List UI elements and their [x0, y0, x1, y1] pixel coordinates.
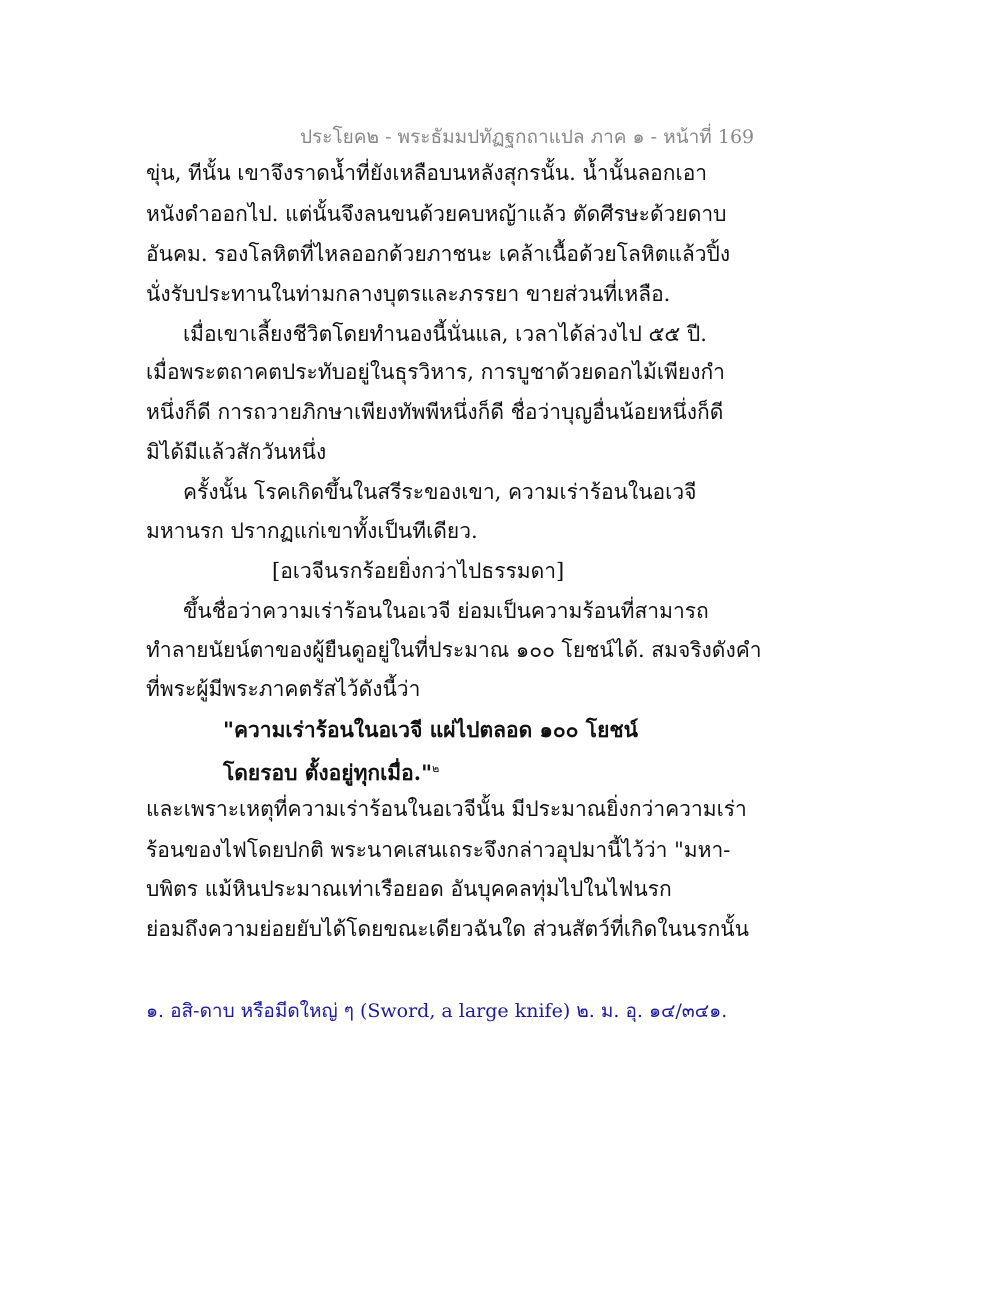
body-line-3: อันคม. รองโลหิตที่ไหลออกด้วยภาชนะ เคล้าเนื้อด้วยโลหิตแล้วปิ้ง — [146, 242, 731, 266]
body-line-18: ร้อนของไฟโดยปกติ พระนาคเสนเถระจึงกล่าวอุปมานี้ไว้ว่า "มหา- — [146, 838, 731, 862]
body-line-5: เมื่อเขาเลี้ยงชีวิตโดยทำนองนี้นั่นแล, เวลาได้ล่วงไป ๕๕ ปี. — [183, 322, 707, 346]
body-line-14: ที่พระผู้มีพระภาคตรัสไว้ดังนี้ว่า — [146, 677, 421, 701]
footnote-marker: ๒ — [432, 762, 440, 775]
body-line-1: ขุ่น, ทีนั้น เขาจึงราดน้ำที่ยังเหลือบนหลังสุกรนั้น. น้ำนั้นลอกเอา — [146, 161, 708, 185]
body-line-12: ขึ้นชื่อว่าความเร่าร้อนในอเวจี ย่อมเป็นความร้อนที่สามารถ — [183, 599, 709, 623]
quote-line-2 — [223, 755, 439, 787]
body-line-2: หนังดำออกไป. แต่นั้นจึงลนขนด้วยคบหญ้าแล้ว ตัดศีรษะด้วยดาบ — [146, 202, 727, 226]
body-line-20: ย่อมถึงความย่อยยับได้โดยขณะเดียวฉันใด ส่วนสัตว์ที่เกิดในนรกนั้น — [146, 917, 749, 941]
body-line-17: และเพราะเหตุที่ความเร่าร้อนในอเวจีนั้น มีประมาณยิ่งกว่าความเร่า — [146, 797, 747, 821]
body-line-8: มิได้มีแล้วสักวันหนึ่ง — [146, 440, 327, 464]
quote-line-2-text: โดยรอบ ตั้งอยู่ทุกเมื่อ." — [223, 760, 433, 785]
body-line-4: นั่งรับประทานในท่ามกลางบุตรและภรรยา ขายส่วนที่เหลือ. — [146, 282, 671, 306]
body-line-19: บพิตร แม้หินประมาณเท่าเรือยอด อันบุคคลทุ่มไปในไฟนรก — [146, 877, 672, 901]
footnote: ๑. อสิ-ดาบ หรือมีดใหญ่ ๆ (Sword, a large knife) ๒. ม. อุ. ๑๔/๓๔๑. — [146, 1000, 728, 1022]
body-line-7: หนึ่งก็ดี การถวายภิกษาเพียงทัพพีหนึ่งก็ดี ชื่อว่าบุญอื่นน้อยหนึ่งก็ดี — [146, 400, 724, 424]
section-subheading: [อเวจีนรกร้อยยิ่งกว่าไปธรรมดา] — [272, 559, 565, 583]
quote-line-1: "ความเร่าร้อนในอเวจี แผ่ไปตลอด ๑๐๐ โยชน์ — [223, 717, 638, 742]
body-line-10: มหานรก ปรากฏแก่เขาทั้งเป็นทีเดียว. — [146, 519, 478, 543]
body-line-9: ครั้งนั้น โรคเกิดขึ้นในสรีระของเขา, ความเร่าร้อนในอเวจี — [183, 480, 697, 504]
running-header: ประโยค๒ - พระธัมมปทัฏฐกถาแปล ภาค ๑ - หน้าที่ 169 — [300, 126, 755, 148]
body-line-6: เมื่อพระตถาคตประทับอยู่ในธุรวิหาร, การบูชาด้วยดอกไม้เพียงกำ — [146, 360, 725, 384]
body-line-13: ทำลายนัยน์ตาของผู้ยืนดูอยู่ในที่ประมาณ ๑๐๐ โยชน์ได้. สมจริงดังคำ — [146, 638, 762, 662]
